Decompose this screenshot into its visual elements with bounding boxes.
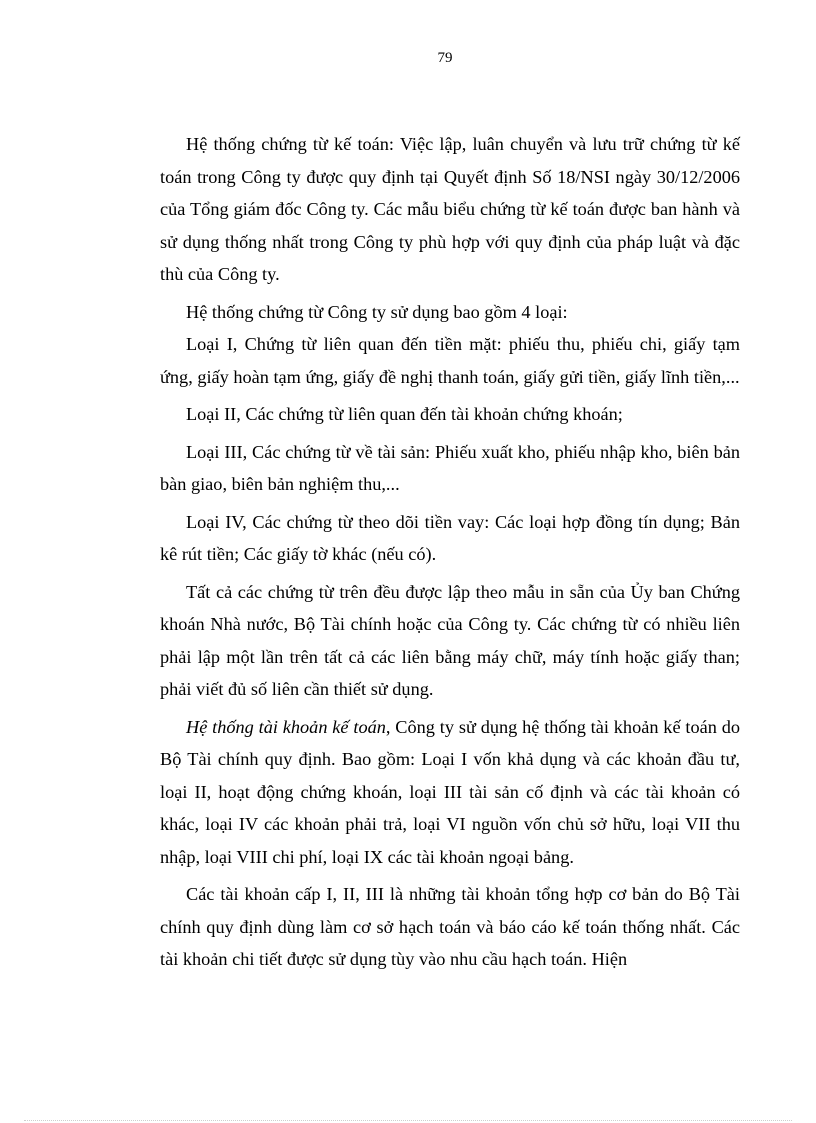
account-system-lead: Hệ thống tài khoản kế toán [186, 716, 386, 737]
account-system-text: , Công ty sử dụng hệ thống tài khoản kế toán do Bộ Tài chính quy định. Bao gồm: Loại I vốn khả dụng và các khoản đầu tư, loại II, hoạt động chứng khoán, loại III tài sản cố định và các tài khoản có khác, loại IV các khoản phải trả, loại VI nguồn vốn chủ sở hữu, loại VII thu nhập, loại VIII chi phí, loại IX các tài khoản ngoại bảng. [160, 716, 741, 867]
page-number: 79 [437, 50, 453, 66]
footer-divider [24, 1120, 792, 1121]
paragraph-type-4: Loại IV, Các chứng từ theo dõi tiền vay: Các loại hợp đồng tín dụng; Bản kê rút tiền; Các giấy tờ khác (nếu có). [160, 511, 740, 564]
paragraph-voucher-types-intro: Hệ thống chứng từ Công ty sử dụng bao gồm 4 loại: [186, 301, 568, 322]
paragraph-account-levels: Các tài khoản cấp I, II, III là những tài khoản tổng hợp cơ bản do Bộ Tài chính quy định dùng làm cơ sở hạch toán và báo cáo kế toán thống nhất. Các tài khoản chi tiết được sử dụng tùy vào nhu cầu hạch toán. Hiện [160, 884, 740, 969]
paragraph-type-2: Loại II, Các chứng từ liên quan đến tài khoản chứng khoán; [186, 404, 623, 424]
paragraph-account-system [160, 711, 740, 874]
paragraph-type-1: Loại I, Chứng từ liên quan đến tiền mặt: phiếu thu, phiếu chi, giấy tạm ứng, giấy hoàn tạm ứng, giấy đề nghị thanh toán, giấy gửi tiền, giấy lĩnh tiền,... [160, 334, 740, 387]
paragraph-voucher-system: Hệ thống chứng từ kế toán: Việc lập, luân chuyển và lưu trữ chứng từ kế toán trong Công ty được quy định tại Quyết định Số 18/NSI ngày 30/12/2006 của Tổng giám đốc Công ty. Các mẫu biểu chứng từ kế toán được ban hành và sử dụng thống nhất trong Công ty phù hợp với quy định của pháp luật và đặc thù của Công ty. [160, 134, 740, 284]
paragraph-voucher-forms: Tất cả các chứng từ trên đều được lập theo mẫu in sẵn của Ủy ban Chứng khoán Nhà nước, Bộ Tài chính hoặc của Công ty. Các chứng từ có nhiều liên phải lập một lần trên tất cả các liên bằng máy chữ, máy tính hoặc giấy than; phải viết đủ số liên cần thiết sử dụng. [160, 581, 740, 699]
document-body [160, 128, 740, 976]
paragraph-type-3: Loại III, Các chứng từ về tài sản: Phiếu xuất kho, phiếu nhập kho, biên bản bàn giao, biên bản nghiệm thu,... [160, 441, 740, 494]
